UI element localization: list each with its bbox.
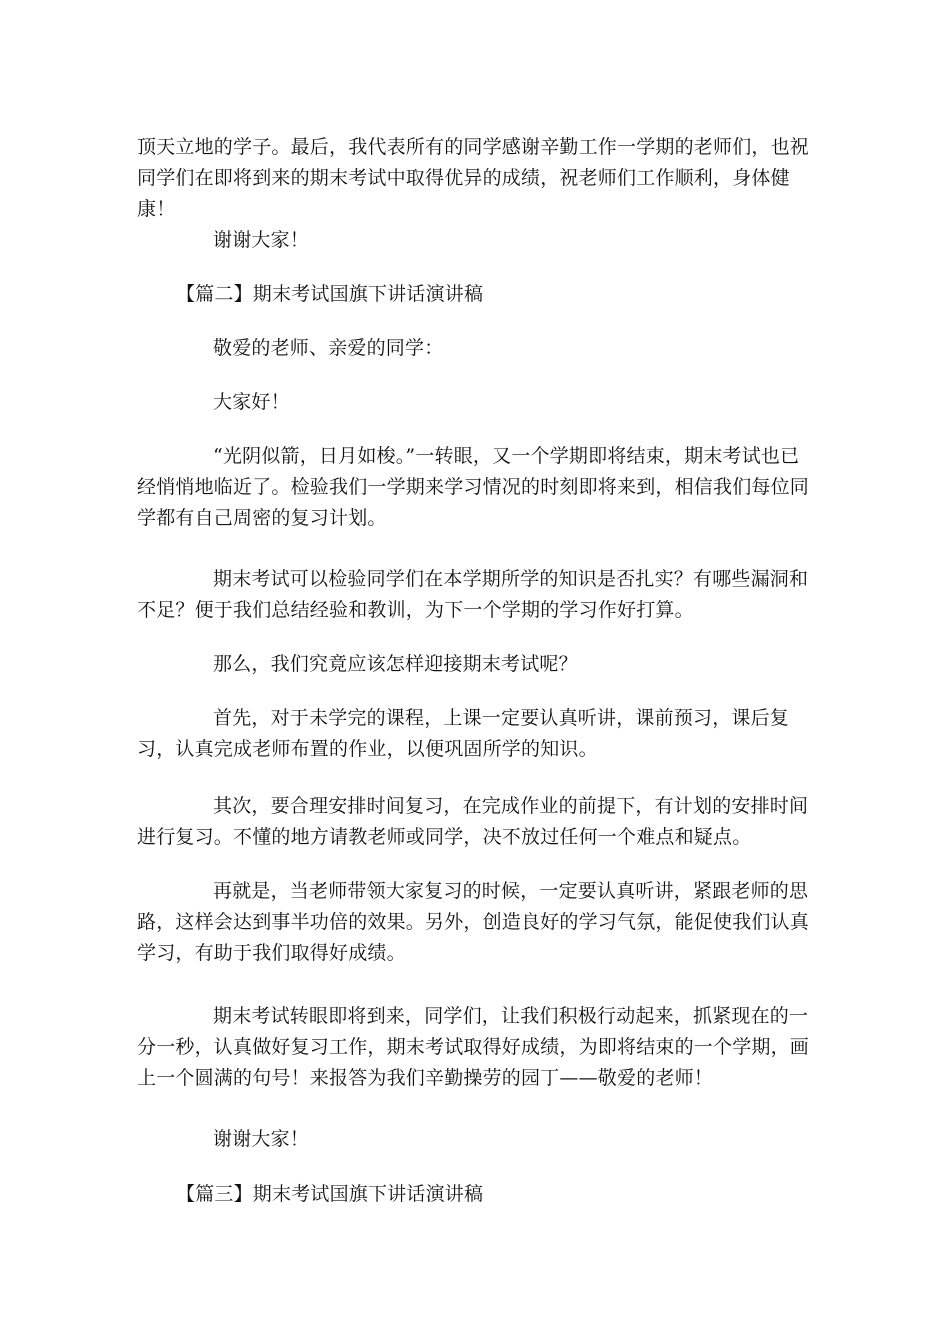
- paragraph-closing-remarks: 顶天立地的学子。最后，我代表所有的同学感谢辛勤工作一学期的老师们，也祝同学们在即将到来的期末考试中取得优异的成绩，祝老师们工作顺利，身体健康！: [137, 136, 810, 220]
- section-heading-part-three: 【篇三】期末考试国旗下讲话演讲稿: [176, 1183, 484, 1205]
- section-heading-part-two: 【篇二】期末考试国旗下讲话演讲稿: [176, 283, 484, 305]
- paragraph-first: 首先，对于未学完的课程，上课一定要认真听讲，课前预习，课后复习，认真完成老师布置的作业，以便巩固所学的知识。: [137, 707, 790, 760]
- paragraph-question: 那么，我们究竟应该怎样迎接期末考试呢？: [213, 653, 578, 675]
- paragraph-salutation: 敬爱的老师、亲爱的同学：: [213, 337, 444, 359]
- paragraph-second: 其次，要合理安排时间复习，在完成作业的前提下，有计划的安排时间进行复习。不懂的地方请教老师或同学，决不放过任何一个难点和疑点。: [137, 795, 809, 848]
- paragraph-intro: “光阴似箭，日月如梭。”一转眼，又一个学期即将结束，期末考试也已经悄悄地临近了。检验我们一学期来学习情况的时刻即将来到，相信我们每位同学都有自己周密的复习计划。: [137, 445, 810, 529]
- paragraph-greeting: 大家好！: [213, 391, 290, 413]
- paragraph-third: 再就是，当老师带领大家复习的时候，一定要认真听讲，紧跟老师的思路，这样会达到事半功倍的效果。另外，创造良好的学习气氛，能促使我们认真学习，有助于我们取得好成绩。: [137, 880, 810, 964]
- paragraph-thanks-1: 谢谢大家！: [213, 229, 310, 251]
- paragraph-thanks-2: 谢谢大家！: [213, 1128, 310, 1150]
- paragraph-purpose: 期末考试可以检验同学们在本学期所学的知识是否扎实？有哪些漏洞和不足？便于我们总结经验和教训，为下一个学期的学习作好打算。: [137, 568, 809, 621]
- paragraph-conclusion: 期末考试转眼即将到来，同学们，让我们积极行动起来，抓紧现在的一分一秒，认真做好复习工作，期末考试取得好成绩，为即将结束的一个学期，画上一个圆满的句号！来报答为我们辛勤操劳的园丁——敬爱的老师！: [137, 1005, 810, 1089]
